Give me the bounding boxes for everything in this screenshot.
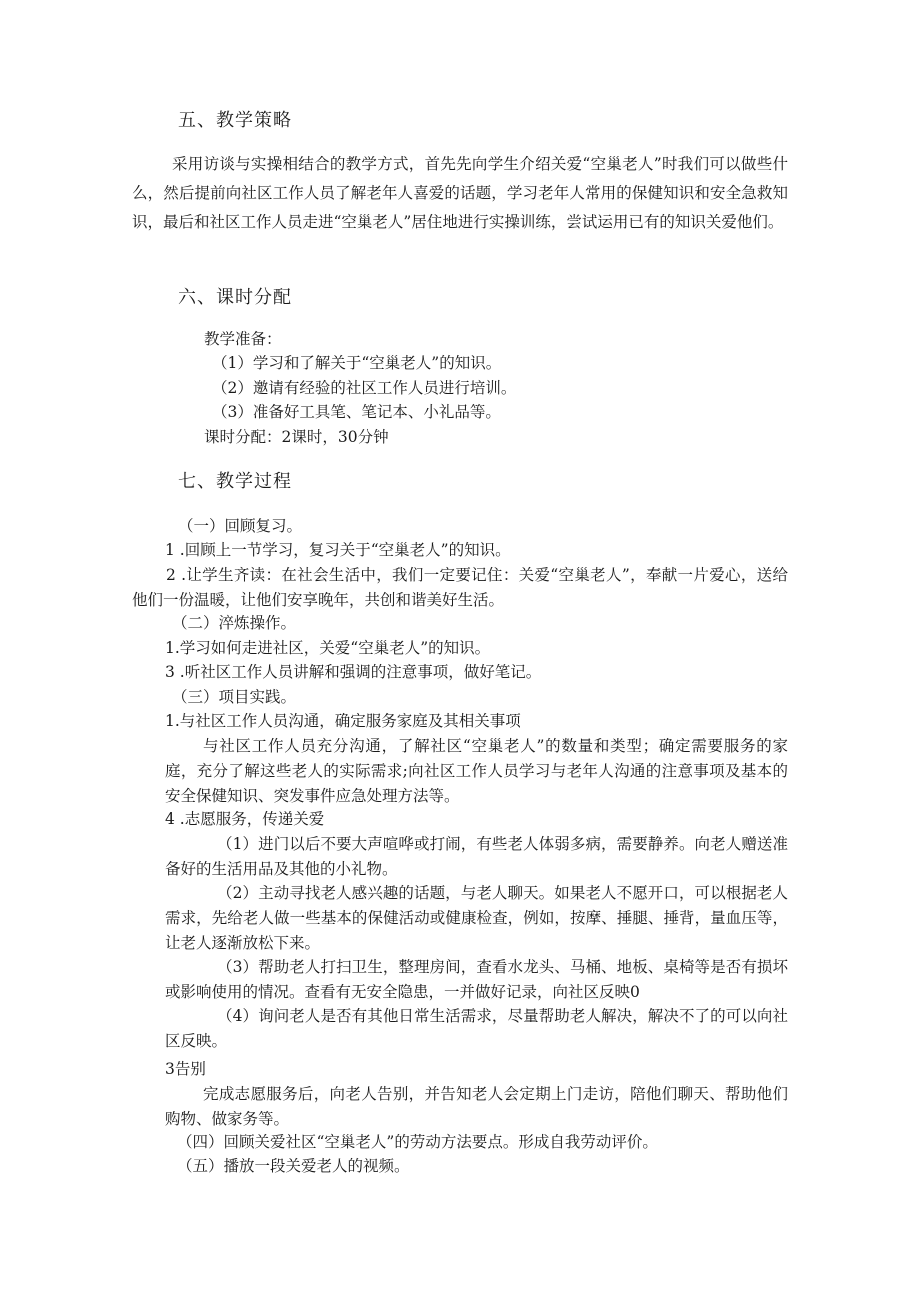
part-title-review: （一）回顾复习。 [178,517,303,535]
review-item-1: 1 .回顾上一节学习，复习关于“空巢老人”的知识。 [165,541,511,559]
section-heading-teaching-strategy: 五、教学策略 [178,110,292,131]
practice-item-1: 1.学习如何走进社区，关爱“空巢老人”的知识。 [165,639,491,657]
prep-item: （2）邀请有经验的社区工作人员进行培训。 [212,379,517,397]
part-five-video: （五）播放一段关爱老人的视频。 [177,1157,410,1175]
review-item-2: 2 .让学生齐读：在社会生活中，我们一定要记住：关爱“空巢老人”，奉献一片爱心，送给他们一份温暖，让他们安享晚年，共创和谐美好生活。 [132,566,788,609]
project-step-4-title: 4 .志愿服务，传递关爱 [165,810,325,828]
section-heading-teaching-process: 七、教学过程 [178,471,292,492]
volunteer-item: （4）询问老人是否有其他日常生活需求，尽量帮助老人解决，解决不了的可以向社区反映。 [165,1007,788,1050]
part-title-project: （三）项目实践。 [172,688,297,706]
prep-label: 教学准备： [204,330,282,348]
section-heading-class-hours: 六、课时分配 [178,287,292,308]
farewell-title: 3告别 [165,1060,206,1078]
volunteer-item: （1）进门以后不要大声喧哗或打闹，有些老人体弱多病，需要静养。向老人赠送准备好的生活用品及其他的小礼物。 [165,835,788,878]
prep-item: （1）学习和了解关于“空巢老人”的知识。 [212,354,502,372]
practice-item-3: 3 .听社区工作人员讲解和强调的注意事项，做好笔记。 [165,663,542,681]
volunteer-item: （2）主动寻找老人感兴趣的话题，与老人聊天。如果老人不愿开口，可以根据老人需求，先给老人做一些基本的保健活动或健康检查，例如，按摩、捶腿、捶背，量血压等，让老人逐渐放松下来。 [165,884,788,952]
part-four-summary: （四）回顾关爱社区“空巢老人”的劳动方法要点。形成自我劳动评价。 [177,1133,658,1151]
prep-item: （3）准备好工具笔、笔记本、小礼品等。 [212,403,501,421]
volunteer-item: （3）帮助老人打扫卫生，整理房间，查看水龙头、马桶、地板、桌椅等是否有损坏或影响使用的情况。查看有无安全隐患，一并做好记录，向社区反映0 [165,958,788,1001]
project-step-1-body: 与社区工作人员充分沟通，了解社区“空巢老人”的数量和类型；确定需要服务的家庭，充分了解这些老人的实际需求;向社区工作人员学习与老年人沟通的注意事项及基本的安全保健知识、突发事件应急处理方法等。 [165,737,788,805]
class-hour-allocation: 课时分配：2课时，30分钟 [204,428,389,446]
teaching-strategy-paragraph: 采用访谈与实操相结合的教学方式，首先先向学生介绍关爱“空巢老人”时我们可以做些什么，然后提前向社区工作人员了解老年人喜爱的话题，学习老年人常用的保健知识和安全急救知识，最后和社区工作人员走进“空巢老人”居住地进行实操训练，尝试运用已有的知识关爱他们。 [132,155,788,231]
farewell-body: 完成志愿服务后，向老人告别，并告知老人会定期上门走访，陪他们聊天、帮助他们购物、做家务等。 [165,1085,788,1128]
part-title-practice: （二）淬炼操作。 [172,614,297,632]
project-step-1-title: 1.与社区工作人员沟通，确定服务家庭及其相关事项 [165,712,521,730]
